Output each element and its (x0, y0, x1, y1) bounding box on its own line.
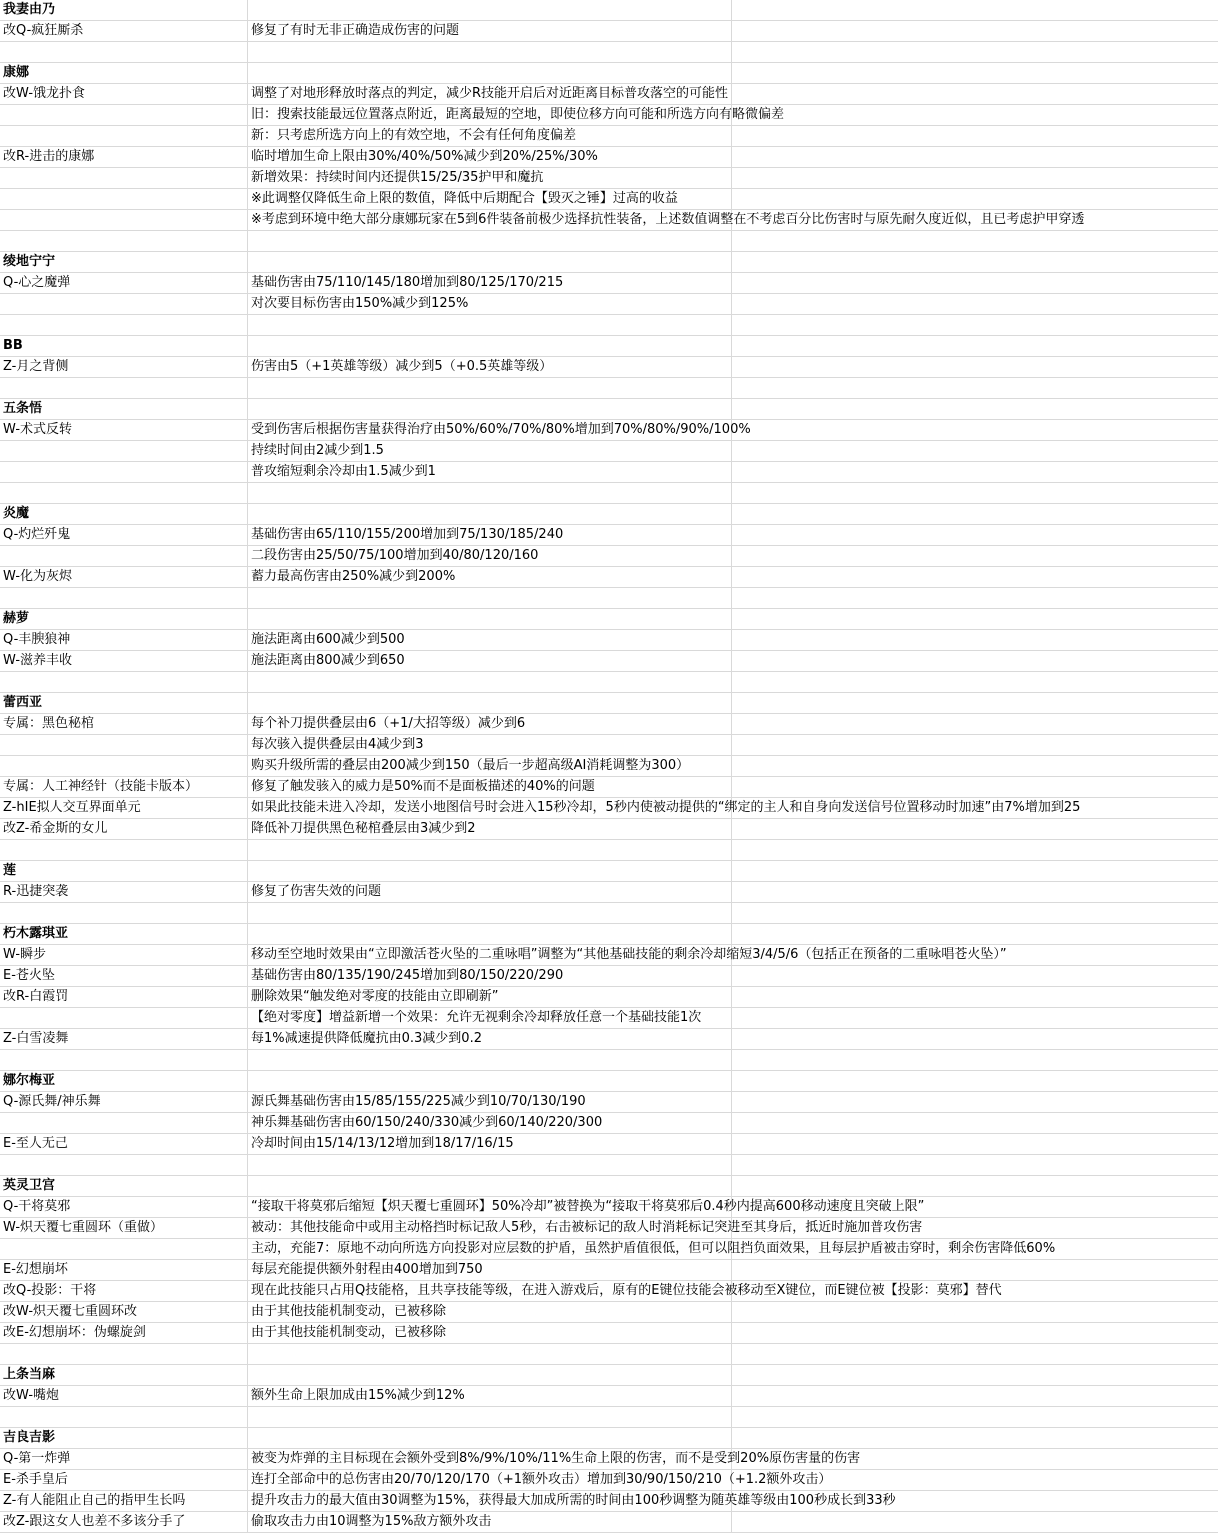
empty-cell[interactable] (732, 714, 1218, 734)
skill-name-cell[interactable] (0, 1344, 248, 1364)
change-description-cell[interactable] (248, 609, 732, 629)
skill-name-cell[interactable] (0, 1155, 248, 1175)
empty-cell[interactable] (732, 840, 1218, 860)
skill-name-cell[interactable] (0, 105, 248, 125)
hero-name-cell[interactable]: 炎魔 (0, 504, 248, 524)
empty-cell[interactable] (732, 1008, 1218, 1028)
empty-cell[interactable] (732, 252, 1218, 272)
blank-row (0, 903, 1218, 924)
change-description-cell[interactable]: 调整了对地形释放时落点的判定，减少R技能开启后对近距离目标普攻落空的可能性 (248, 84, 732, 104)
change-description-cell[interactable]: 新：只考虑所选方向上的有效空地，不会有任何角度偏差 (248, 126, 732, 146)
empty-cell[interactable] (732, 1113, 1218, 1133)
empty-cell[interactable] (732, 1071, 1218, 1091)
hero-name-cell[interactable]: 娜尔梅亚 (0, 1071, 248, 1091)
change-description-cell[interactable] (248, 378, 732, 398)
table-row (0, 294, 1218, 315)
empty-cell[interactable] (732, 588, 1218, 608)
change-description-cell[interactable]: 基础伤害由80/135/190/245增加到80/150/220/290 (248, 966, 732, 986)
empty-cell[interactable] (732, 1323, 1218, 1343)
change-description-cell[interactable] (248, 63, 732, 83)
skill-name-cell[interactable] (0, 735, 248, 755)
change-description-cell[interactable]: 源氏舞基础伤害由15/85/155/225减少到10/70/130/190 (248, 1092, 732, 1112)
change-description-cell[interactable]: 连打全部命中的总伤害由20/70/120/170（+1额外攻击）增加到30/90/150/210（+1.2额外攻击） (248, 1470, 732, 1490)
change-description-cell[interactable] (248, 924, 732, 944)
skill-name-cell[interactable]: 专属：黑色秘棺 (0, 714, 248, 734)
change-description-cell[interactable] (248, 1365, 732, 1385)
change-description-cell[interactable]: 降低补刀提供黑色秘棺叠层由3减少到2 (248, 819, 732, 839)
skill-name-cell[interactable]: 专属：人工神经针（技能卡版本） (0, 777, 248, 797)
change-description-cell[interactable]: 由于其他技能机制变动，已被移除 (248, 1323, 732, 1343)
table-row (0, 945, 1218, 966)
blank-row (0, 1155, 1218, 1176)
skill-name-cell[interactable]: Z-hIE拟人交互界面单元 (0, 798, 248, 818)
change-description-cell[interactable]: 每个补刀提供叠层由6（+1/大招等级）减少到6 (248, 714, 732, 734)
change-description-cell[interactable]: 主动，充能7：原地不动向所选方向投影对应层数的护盾，虽然护盾值很低，但可以阻挡负面效果，且每层护盾被击穿时，剩余伤害降低60% (248, 1239, 732, 1259)
change-description-cell[interactable]: 如果此技能未进入冷却，发送小地图信号时会进入15秒冷却，5秒内使被动提供的“绑定的主人和自身向发送信号位置移动时加速”由7%增加到25 (248, 798, 732, 818)
empty-cell[interactable] (732, 987, 1218, 1007)
change-description-cell[interactable]: 旧：搜索技能最远位置落点附近，距离最短的空地，即使位移方向可能和所选方向有略微偏差 (248, 105, 732, 125)
skill-name-cell[interactable]: Z-月之背侧 (0, 357, 248, 377)
hero-name-cell[interactable]: 赫萝 (0, 609, 248, 629)
empty-cell[interactable] (732, 567, 1218, 587)
skill-name-cell[interactable]: Z-有人能阻止自己的指甲生长吗 (0, 1491, 248, 1511)
table-row (0, 1008, 1218, 1029)
empty-cell[interactable] (732, 231, 1218, 251)
change-description-cell[interactable] (248, 672, 732, 692)
change-description-cell[interactable]: 二段伤害由25/50/75/100增加到40/80/120/160 (248, 546, 732, 566)
blank-row (0, 378, 1218, 399)
skill-name-cell[interactable]: W-化为灰烬 (0, 567, 248, 587)
table-row (0, 357, 1218, 378)
skill-name-cell[interactable]: E-至人无己 (0, 1134, 248, 1154)
change-description-cell[interactable]: 施法距离由600减少到500 (248, 630, 732, 650)
table-row (0, 210, 1218, 231)
table-row (0, 777, 1218, 798)
skill-name-cell[interactable] (0, 378, 248, 398)
table-row (0, 1239, 1218, 1260)
change-description-cell[interactable] (248, 1428, 732, 1448)
change-description-cell[interactable] (248, 42, 732, 62)
skill-name-cell[interactable]: Q-灼烂歼鬼 (0, 525, 248, 545)
hero-header-row (0, 693, 1218, 714)
table-row (0, 1092, 1218, 1113)
empty-cell[interactable] (732, 882, 1218, 902)
skill-name-cell[interactable] (0, 168, 248, 188)
change-description-cell[interactable]: 基础伤害由65/110/155/200增加到75/130/185/240 (248, 525, 732, 545)
hero-header-row (0, 399, 1218, 420)
empty-cell[interactable] (732, 651, 1218, 671)
hero-header-row (0, 1428, 1218, 1449)
empty-cell[interactable] (732, 1155, 1218, 1175)
change-description-cell[interactable] (248, 1176, 732, 1196)
table-row (0, 273, 1218, 294)
empty-cell[interactable] (732, 1428, 1218, 1448)
change-description-cell[interactable] (248, 504, 732, 524)
skill-name-cell[interactable] (0, 441, 248, 461)
empty-cell[interactable] (732, 693, 1218, 713)
change-description-cell[interactable]: 施法距离由800减少到650 (248, 651, 732, 671)
empty-cell[interactable] (732, 147, 1218, 167)
change-description-cell[interactable]: 冷却时间由15/14/13/12增加到18/17/16/15 (248, 1134, 732, 1154)
table-row (0, 546, 1218, 567)
change-description-cell[interactable]: 由于其他技能机制变动，已被移除 (248, 1302, 732, 1322)
hero-header-row (0, 1365, 1218, 1386)
empty-cell[interactable] (732, 1302, 1218, 1322)
empty-cell[interactable] (732, 84, 1218, 104)
table-row (0, 735, 1218, 756)
empty-cell[interactable] (732, 1365, 1218, 1385)
change-description-cell[interactable]: 蓄力最高伤害由250%减少到200% (248, 567, 732, 587)
skill-name-cell[interactable]: 改R-进击的康娜 (0, 147, 248, 167)
skill-name-cell[interactable]: 改Q-疯狂厮杀 (0, 21, 248, 41)
hero-header-row (0, 924, 1218, 945)
table-row (0, 1113, 1218, 1134)
table-row (0, 1281, 1218, 1302)
change-description-cell[interactable] (248, 315, 732, 335)
table-row (0, 987, 1218, 1008)
empty-cell[interactable] (732, 861, 1218, 881)
blank-row (0, 315, 1218, 336)
change-description-cell[interactable] (248, 483, 732, 503)
hero-name-cell[interactable]: 我妻由乃 (0, 0, 248, 20)
empty-cell[interactable] (732, 294, 1218, 314)
skill-name-cell[interactable] (0, 1050, 248, 1070)
change-description-cell[interactable]: 临时增加生命上限由30%/40%/50%减少到20%/25%/30% (248, 147, 732, 167)
change-description-cell[interactable]: 基础伤害由75/110/145/180增加到80/125/170/215 (248, 273, 732, 293)
change-description-cell[interactable]: 被变为炸弹的主目标现在会额外受到8%/9%/10%/11%生命上限的伤害，而不是受到20%原伤害量的伤害 (248, 1449, 732, 1469)
change-description-cell[interactable]: 删除效果“触发绝对零度的技能由立即刷新” (248, 987, 732, 1007)
table-row (0, 147, 1218, 168)
empty-cell[interactable] (732, 546, 1218, 566)
change-description-cell[interactable] (248, 903, 732, 923)
table-row (0, 630, 1218, 651)
change-description-cell[interactable] (248, 1407, 732, 1427)
skill-name-cell[interactable]: 改W-炽天覆七重圆环改 (0, 1302, 248, 1322)
skill-name-cell[interactable]: Q-丰腴狼神 (0, 630, 248, 650)
table-row (0, 1029, 1218, 1050)
skill-name-cell[interactable]: Q-干将莫邪 (0, 1197, 248, 1217)
empty-cell[interactable] (732, 777, 1218, 797)
skill-name-cell[interactable]: Z-白雪凌舞 (0, 1029, 248, 1049)
table-row (0, 756, 1218, 777)
skill-name-cell[interactable] (0, 126, 248, 146)
table-row (0, 1512, 1218, 1533)
change-description-cell[interactable]: 对次要目标伤害由150%减少到125% (248, 294, 732, 314)
blank-row (0, 588, 1218, 609)
skill-name-cell[interactable]: W-滋养丰收 (0, 651, 248, 671)
empty-cell[interactable] (732, 420, 1218, 440)
empty-cell[interactable] (732, 756, 1218, 776)
table-row (0, 441, 1218, 462)
change-description-cell[interactable]: 每1%减速提供降低魔抗由0.3减少到0.2 (248, 1029, 732, 1049)
change-description-cell[interactable] (248, 861, 732, 881)
change-description-cell[interactable] (248, 231, 732, 251)
change-description-cell[interactable]: 被动：其他技能命中或用主动格挡时标记敌人5秒，右击被标记的敌人时消耗标记突进至其身后，抵近时施加普攻伤害 (248, 1218, 732, 1238)
skill-name-cell[interactable]: W-炽天覆七重圆环（重做） (0, 1218, 248, 1238)
empty-cell[interactable] (732, 1344, 1218, 1364)
skill-name-cell[interactable]: W-术式反转 (0, 420, 248, 440)
change-description-cell[interactable]: 修复了伤害失效的问题 (248, 882, 732, 902)
skill-name-cell[interactable]: E-杀手皇后 (0, 1470, 248, 1490)
skill-name-cell[interactable] (0, 672, 248, 692)
skill-name-cell[interactable] (0, 210, 248, 230)
skill-name-cell[interactable] (0, 42, 248, 62)
change-description-cell[interactable] (248, 693, 732, 713)
empty-cell[interactable] (732, 819, 1218, 839)
blank-row (0, 42, 1218, 63)
hero-name-cell[interactable]: 朽木露琪亚 (0, 924, 248, 944)
blank-row (0, 672, 1218, 693)
empty-cell[interactable] (732, 1134, 1218, 1154)
change-description-cell[interactable]: 提升攻击力的最大值由30调整为15%，获得最大加成所需的时间由100秒调整为随英雄等级由100秒成长到33秒 (248, 1491, 732, 1511)
table-row (0, 126, 1218, 147)
table-row (0, 105, 1218, 126)
table-row (0, 1386, 1218, 1407)
table-row (0, 1218, 1218, 1239)
blank-row (0, 231, 1218, 252)
empty-cell[interactable] (732, 672, 1218, 692)
skill-name-cell[interactable] (0, 756, 248, 776)
skill-name-cell[interactable]: R-迅捷突袭 (0, 882, 248, 902)
table-row (0, 966, 1218, 987)
table-row (0, 882, 1218, 903)
change-description-cell[interactable]: 购买升级所需的叠层由200减少到150（最后一步超高级AI消耗调整为300） (248, 756, 732, 776)
empty-cell[interactable] (732, 966, 1218, 986)
empty-cell[interactable] (732, 1029, 1218, 1049)
table-row (0, 651, 1218, 672)
change-description-cell[interactable]: 持续时间由2减少到1.5 (248, 441, 732, 461)
hero-name-cell[interactable]: 莲 (0, 861, 248, 881)
skill-name-cell[interactable]: E-苍火坠 (0, 966, 248, 986)
hero-header-row (0, 0, 1218, 21)
empty-cell[interactable] (732, 1092, 1218, 1112)
hero-name-cell[interactable]: 吉良吉影 (0, 1428, 248, 1448)
table-row (0, 1449, 1218, 1470)
hero-name-cell[interactable]: 康娜 (0, 63, 248, 83)
change-description-cell[interactable] (248, 0, 732, 20)
empty-cell[interactable] (732, 336, 1218, 356)
hero-name-cell[interactable]: 英灵卫宫 (0, 1176, 248, 1196)
empty-cell[interactable] (732, 0, 1218, 20)
empty-cell[interactable] (732, 903, 1218, 923)
skill-name-cell[interactable] (0, 231, 248, 251)
change-description-cell[interactable]: 神乐舞基础伤害由60/150/240/330减少到60/140/220/300 (248, 1113, 732, 1133)
change-description-cell[interactable]: 新增效果：持续时间内还提供15/25/35护甲和魔抗 (248, 168, 732, 188)
skill-name-cell[interactable] (0, 462, 248, 482)
change-description-cell[interactable] (248, 840, 732, 860)
skill-name-cell[interactable] (0, 483, 248, 503)
table-row (0, 798, 1218, 819)
skill-name-cell[interactable]: 改Q-投影：干将 (0, 1281, 248, 1301)
skill-name-cell[interactable] (0, 1113, 248, 1133)
hero-header-row (0, 252, 1218, 273)
empty-cell[interactable] (732, 924, 1218, 944)
hero-name-cell[interactable]: 绫地宁宁 (0, 252, 248, 272)
table-row (0, 168, 1218, 189)
blank-row (0, 1344, 1218, 1365)
table-row (0, 714, 1218, 735)
skill-name-cell[interactable]: Q-源氏舞/神乐舞 (0, 1092, 248, 1112)
empty-cell[interactable] (732, 525, 1218, 545)
hero-name-cell[interactable]: 上条当麻 (0, 1365, 248, 1385)
change-description-cell[interactable]: 每次骇入提供叠层由4减少到3 (248, 735, 732, 755)
table-row (0, 1491, 1218, 1512)
empty-cell[interactable] (732, 483, 1218, 503)
empty-cell[interactable] (732, 399, 1218, 419)
change-description-cell[interactable] (248, 588, 732, 608)
change-description-cell[interactable]: 普攻缩短剩余冷却由1.5减少到1 (248, 462, 732, 482)
table-row (0, 84, 1218, 105)
table-row (0, 567, 1218, 588)
empty-cell[interactable] (732, 609, 1218, 629)
skill-name-cell[interactable] (0, 546, 248, 566)
blank-row (0, 840, 1218, 861)
table-row (0, 1302, 1218, 1323)
change-description-cell[interactable]: 受到伤害后根据伤害量获得治疗由50%/60%/70%/80%增加到70%/80%/90%/100% (248, 420, 732, 440)
skill-name-cell[interactable]: 改Z-希金斯的女儿 (0, 819, 248, 839)
hero-header-row (0, 504, 1218, 525)
empty-cell[interactable] (732, 126, 1218, 146)
empty-cell[interactable] (732, 378, 1218, 398)
hero-header-row (0, 861, 1218, 882)
empty-cell[interactable] (732, 630, 1218, 650)
change-description-cell[interactable] (248, 336, 732, 356)
table-row (0, 462, 1218, 483)
empty-cell[interactable] (732, 1050, 1218, 1070)
hero-header-row (0, 63, 1218, 84)
empty-cell[interactable] (732, 441, 1218, 461)
empty-cell[interactable] (732, 63, 1218, 83)
table-row (0, 525, 1218, 546)
empty-cell[interactable] (732, 42, 1218, 62)
change-description-cell[interactable]: 偷取攻击力由10调整为15%敌方额外攻击 (248, 1512, 732, 1532)
table-row (0, 1470, 1218, 1491)
empty-cell[interactable] (732, 105, 1218, 125)
skill-name-cell[interactable] (0, 294, 248, 314)
change-description-cell[interactable] (248, 1344, 732, 1364)
change-description-cell[interactable]: “接取干将莫邪后缩短【炽天覆七重圆环】50%冷却”被替换为“接取干将莫邪后0.4秒内提高600移动速度且突破上限” (248, 1197, 732, 1217)
change-description-cell[interactable]: 每层充能提供额外射程由400增加到750 (248, 1260, 732, 1280)
empty-cell[interactable] (732, 21, 1218, 41)
change-description-cell[interactable]: 伤害由5（+1英雄等级）减少到5（+0.5英雄等级） (248, 357, 732, 377)
change-description-cell[interactable] (248, 1071, 732, 1091)
skill-name-cell[interactable] (0, 1407, 248, 1427)
empty-cell[interactable] (732, 1176, 1218, 1196)
table-row (0, 1323, 1218, 1344)
hero-header-row (0, 1071, 1218, 1092)
empty-cell[interactable] (732, 462, 1218, 482)
change-description-cell[interactable] (248, 252, 732, 272)
table-row (0, 1134, 1218, 1155)
hero-name-cell[interactable]: 五条悟 (0, 399, 248, 419)
empty-cell[interactable] (732, 1407, 1218, 1427)
empty-cell[interactable] (732, 735, 1218, 755)
empty-cell[interactable] (732, 357, 1218, 377)
skill-name-cell[interactable]: 改Z-跟这女人也差不多该分手了 (0, 1512, 248, 1532)
hero-header-row (0, 336, 1218, 357)
blank-row (0, 1407, 1218, 1428)
empty-cell[interactable] (732, 168, 1218, 188)
skill-name-cell[interactable]: W-瞬步 (0, 945, 248, 965)
empty-cell[interactable] (732, 1386, 1218, 1406)
table-row (0, 189, 1218, 210)
skill-name-cell[interactable]: 改W-嘴炮 (0, 1386, 248, 1406)
hero-header-row (0, 1176, 1218, 1197)
empty-cell[interactable] (732, 273, 1218, 293)
skill-name-cell[interactable]: 改E-幻想崩坏：伪螺旋剑 (0, 1323, 248, 1343)
skill-name-cell[interactable]: Q-心之魔弹 (0, 273, 248, 293)
empty-cell[interactable] (732, 1512, 1218, 1532)
change-description-cell[interactable]: ※考虑到环境中绝大部分康娜玩家在5到6件装备前极少选择抗性装备，上述数值调整在不考虑百分比伤害时与原先耐久度近似，且已考虑护甲穿透 (248, 210, 732, 230)
skill-name-cell[interactable]: E-幻想崩坏 (0, 1260, 248, 1280)
skill-name-cell[interactable] (0, 588, 248, 608)
change-description-cell[interactable] (248, 1155, 732, 1175)
hero-name-cell[interactable]: 蕾西亚 (0, 693, 248, 713)
table-row (0, 420, 1218, 441)
table-row (0, 1260, 1218, 1281)
change-description-cell[interactable]: 修复了有时无非正确造成伤害的问题 (248, 21, 732, 41)
table-row (0, 21, 1218, 42)
change-description-cell[interactable] (248, 1050, 732, 1070)
blank-row (0, 1050, 1218, 1071)
skill-name-cell[interactable]: 改W-饿龙扑食 (0, 84, 248, 104)
change-description-cell[interactable] (248, 399, 732, 419)
hero-name-cell[interactable]: BB (0, 336, 248, 356)
change-description-cell[interactable]: 【绝对零度】增益新增一个效果：允许无视剩余冷却释放任意一个基础技能1次 (248, 1008, 732, 1028)
skill-name-cell[interactable] (0, 840, 248, 860)
blank-row (0, 483, 1218, 504)
skill-name-cell[interactable]: Q-第一炸弹 (0, 1449, 248, 1469)
change-description-cell[interactable]: 移动至空地时效果由“立即激活苍火坠的二重咏唱”调整为“其他基础技能的剩余冷却缩短3/4/5/6（包括正在预备的二重咏唱苍火坠）” (248, 945, 732, 965)
change-description-cell[interactable]: 额外生命上限加成由15%减少到12% (248, 1386, 732, 1406)
table-row (0, 819, 1218, 840)
change-description-cell[interactable]: 现在此技能只占用Q技能格，且共享技能等级，在进入游戏后，原有的E键位技能会被移动至X键位，而E键位被【投影：莫邪】替代 (248, 1281, 732, 1301)
change-description-cell[interactable]: ※此调整仅降低生命上限的数值，降低中后期配合【毁灭之锤】过高的收益 (248, 189, 732, 209)
skill-name-cell[interactable] (0, 315, 248, 335)
skill-name-cell[interactable]: 改R-白霞罚 (0, 987, 248, 1007)
change-description-cell[interactable]: 修复了触发骇入的威力是50%而不是面板描述的40%的问题 (248, 777, 732, 797)
empty-cell[interactable] (732, 189, 1218, 209)
empty-cell[interactable] (732, 504, 1218, 524)
table-row (0, 1197, 1218, 1218)
hero-header-row (0, 609, 1218, 630)
skill-name-cell[interactable] (0, 903, 248, 923)
skill-name-cell[interactable] (0, 1239, 248, 1259)
empty-cell[interactable] (732, 315, 1218, 335)
empty-cell[interactable] (732, 1260, 1218, 1280)
skill-name-cell[interactable] (0, 1008, 248, 1028)
skill-name-cell[interactable] (0, 189, 248, 209)
